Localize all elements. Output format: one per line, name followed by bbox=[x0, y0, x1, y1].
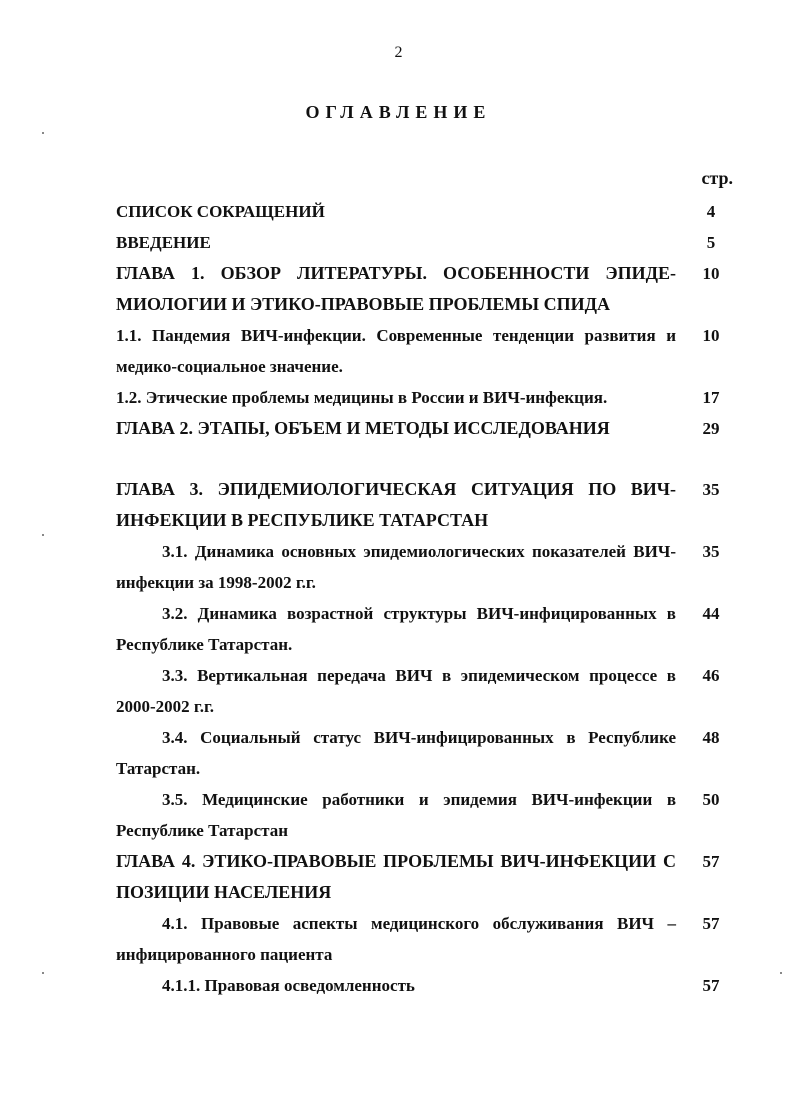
toc-entry-text: ГЛАВА 3. ЭПИДЕМИОЛОГИЧЕСКАЯ СИТУАЦИЯ ПО ВИЧ-ИНФЕКЦИИ В РЕСПУБЛИКЕ ТАТАРСТАН bbox=[116, 479, 676, 530]
toc-entry-introduction[interactable] bbox=[116, 227, 734, 258]
toc-entry-chapter-3[interactable] bbox=[116, 474, 734, 536]
toc-entry-4-1-1[interactable] bbox=[116, 970, 734, 1001]
toc-entry-page: 46 bbox=[702, 666, 720, 685]
toc-entry-text: ГЛАВА 1. ОБЗОР ЛИТЕРАТУРЫ. ОСОБЕННОСТИ ЭПИДЕ-МИОЛОГИИ И ЭТИКО-ПРАВОВЫЕ ПРОБЛЕМЫ СПИДА bbox=[116, 263, 676, 314]
page-column-label: стр. bbox=[701, 168, 733, 188]
toc-entry-page: 44 bbox=[702, 604, 720, 623]
toc-entry-3-3[interactable] bbox=[116, 660, 734, 722]
toc-entry-text: 3.4. Социальный статус ВИЧ-инфицированных в Республике Татарстан. bbox=[116, 728, 676, 778]
toc-title: ОГЛАВЛЕНИЕ bbox=[305, 102, 492, 122]
toc-entry-3-5[interactable] bbox=[116, 784, 734, 846]
toc-entry-chapter-1[interactable] bbox=[116, 258, 734, 320]
toc-entry-text: 3.1. Динамика основных эпидемиологических показателей ВИЧ-инфекции за 1998-2002 г.г. bbox=[116, 542, 676, 592]
toc-entry-text: 3.5. Медицинские работники и эпидемия ВИЧ-инфекции в Республике Татарстан bbox=[116, 790, 676, 840]
toc-entry-3-2[interactable] bbox=[116, 598, 734, 660]
toc-entry-text: 1.2. Этические проблемы медицины в России и ВИЧ-инфекция. bbox=[116, 388, 608, 407]
toc-entry-text: СПИСОК СОКРАЩЕНИЙ bbox=[116, 202, 325, 221]
toc-entry-text: 3.3. Вертикальная передача ВИЧ в эпидемическом процессе в 2000-2002 г.г. bbox=[116, 666, 676, 716]
page-number: 2 bbox=[394, 44, 403, 61]
toc-entry-1-1[interactable] bbox=[116, 320, 734, 382]
scan-speck bbox=[42, 972, 44, 974]
toc-entry-text: 4.1. Правовые аспекты медицинского обслуживания ВИЧ – инфицированного пациента bbox=[116, 914, 676, 964]
toc-entry-text: ВВЕДЕНИЕ bbox=[116, 233, 211, 252]
toc-entry-page: 35 bbox=[702, 542, 720, 561]
toc-entry-text: ГЛАВА 2. ЭТАПЫ, ОБЪЕМ И МЕТОДЫ ИССЛЕДОВАНИЯ bbox=[116, 418, 610, 438]
toc-entry-chapter-2[interactable] bbox=[116, 413, 734, 444]
toc-entry-page: 35 bbox=[702, 480, 720, 499]
toc-entry-page: 10 bbox=[702, 326, 720, 345]
spacer bbox=[116, 444, 734, 474]
toc-entry-abbreviations[interactable] bbox=[116, 196, 734, 227]
toc-entry-page: 50 bbox=[702, 790, 720, 809]
toc-entry-page: 29 bbox=[702, 419, 720, 438]
toc-entry-page: 4 bbox=[706, 202, 716, 221]
toc-entry-1-2[interactable] bbox=[116, 382, 734, 413]
scan-speck bbox=[42, 534, 44, 536]
toc-entry-page: 5 bbox=[706, 233, 716, 252]
toc-entry-page: 57 bbox=[702, 976, 720, 995]
toc-entry-chapter-4[interactable] bbox=[116, 846, 734, 908]
scan-speck bbox=[42, 132, 44, 134]
toc-entry-text: 1.1. Пандемия ВИЧ-инфекции. Современные тенденции развития и медико-социальное значение. bbox=[116, 326, 676, 376]
scan-speck bbox=[780, 972, 782, 974]
toc-entry-3-1[interactable] bbox=[116, 536, 734, 598]
toc-entry-page: 57 bbox=[702, 852, 720, 871]
toc-entry-page: 10 bbox=[702, 264, 720, 283]
toc-entry-page: 57 bbox=[702, 914, 720, 933]
toc-entry-page: 48 bbox=[702, 728, 720, 747]
table-of-contents bbox=[116, 196, 734, 1001]
toc-entry-text: 3.2. Динамика возрастной структуры ВИЧ-инфицированных в Республике Татарстан. bbox=[116, 604, 676, 654]
toc-entry-text: 4.1.1. Правовая осведомленность bbox=[162, 976, 415, 995]
toc-entry-3-4[interactable] bbox=[116, 722, 734, 784]
toc-entry-page: 17 bbox=[702, 388, 720, 407]
toc-entry-4-1[interactable] bbox=[116, 908, 734, 970]
toc-entry-text: ГЛАВА 4. ЭТИКО-ПРАВОВЫЕ ПРОБЛЕМЫ ВИЧ-ИНФЕКЦИИ С ПОЗИЦИИ НАСЕЛЕНИЯ bbox=[116, 851, 676, 902]
